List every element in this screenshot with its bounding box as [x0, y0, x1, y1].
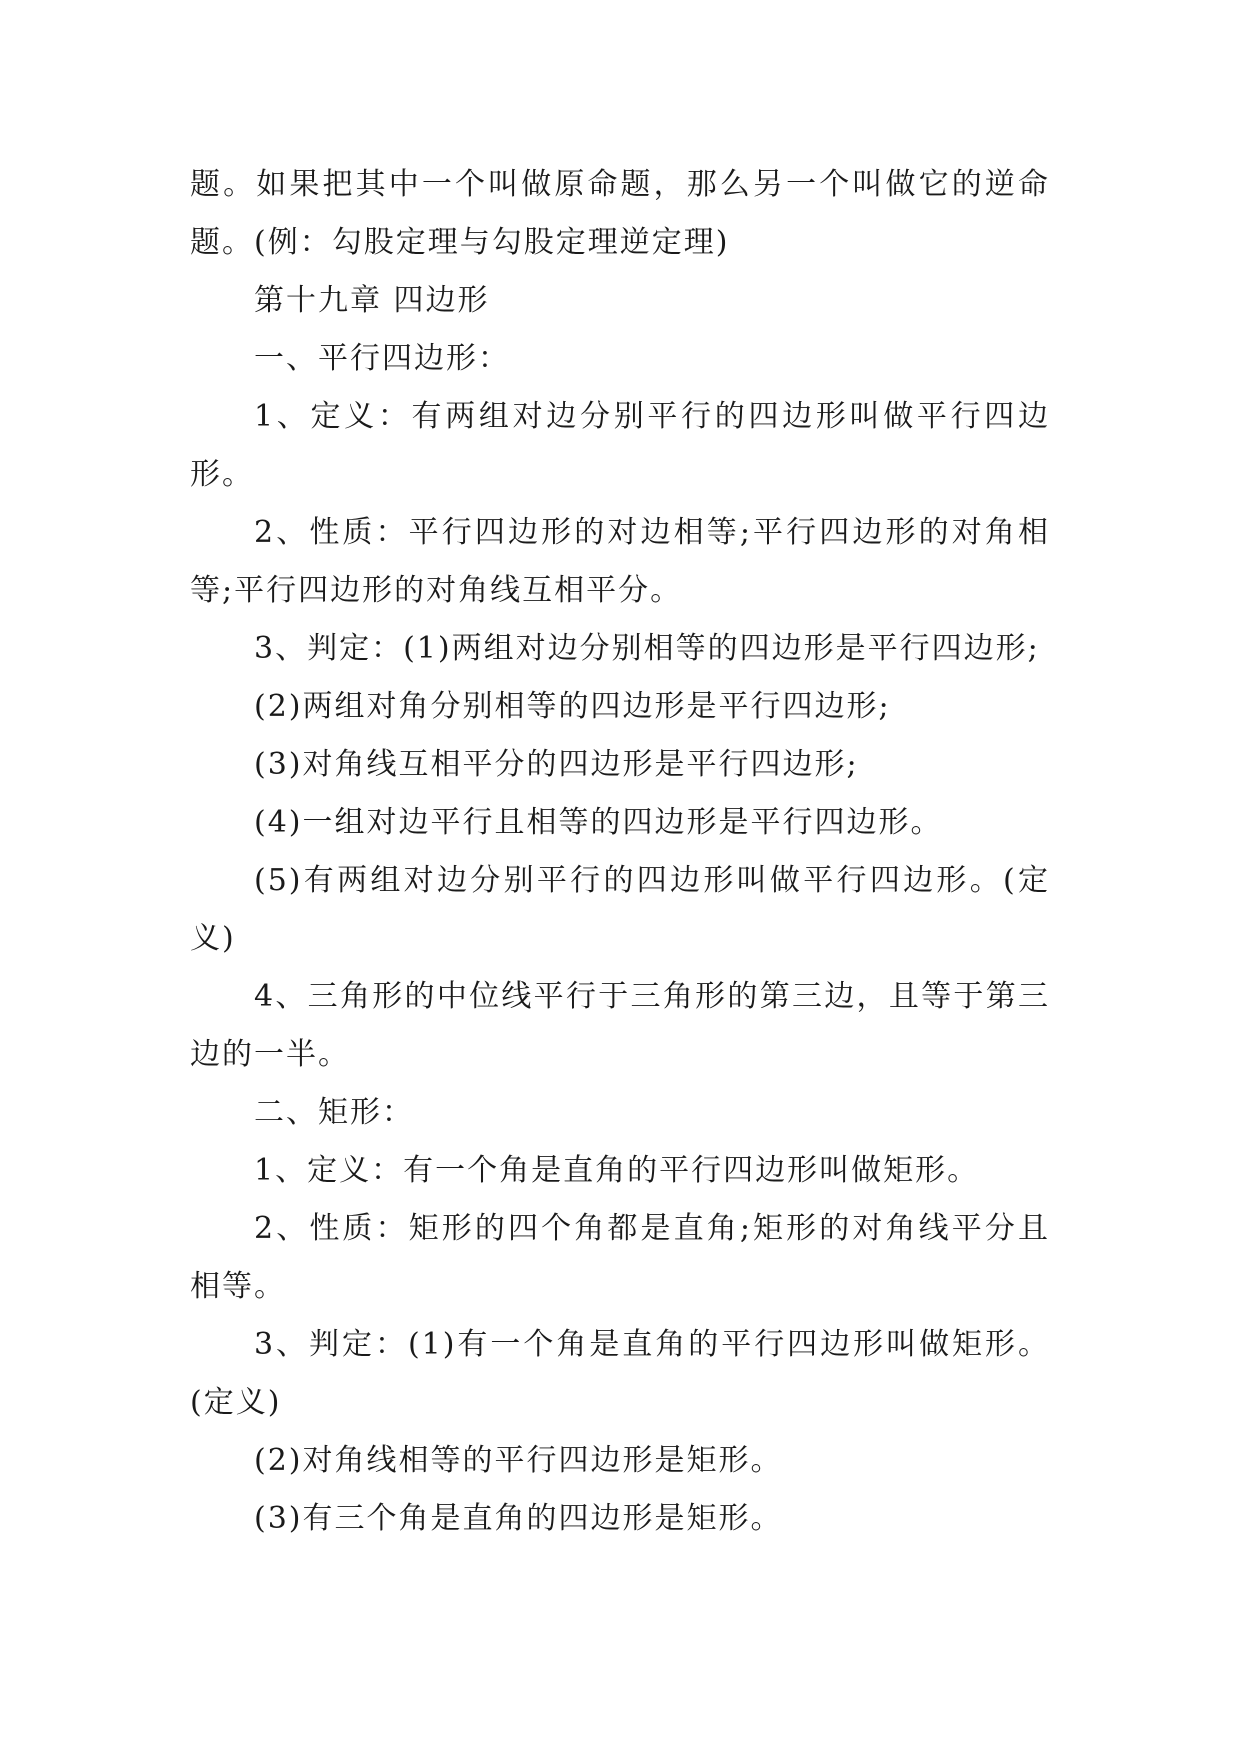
- paragraph-rect-definition: 1、定义：有一个角是直角的平行四边形叫做矩形。: [254, 1153, 980, 1188]
- section-heading-parallelogram: 一、平行四边形：: [254, 341, 510, 376]
- list-item: (5)有两组对边分别平行的四边形叫做平行四边形。(定义): [190, 863, 1050, 956]
- paragraph-criteria: 3、判定：(1)两组对边分别相等的四边形是平行四边形;: [254, 631, 1040, 666]
- list-item: (3)有三个角是直角的四边形是矩形。: [254, 1501, 783, 1536]
- paragraph-intro: 题。如果把其中一个叫做原命题，那么另一个叫做它的逆命题。(例：勾股定理与勾股定理逆定理): [190, 167, 1050, 260]
- paragraph-properties: 2、性质：平行四边形的对边相等;平行四边形的对角相等;平行四边形的对角线互相平分。: [190, 515, 1050, 608]
- paragraph-midline: 4、三角形的中位线平行于三角形的第三边，且等于第三边的一半。: [190, 979, 1050, 1072]
- paragraph-rect-criteria: 3、判定：(1)有一个角是直角的平行四边形叫做矩形。(定义): [190, 1327, 1050, 1420]
- document-body: [190, 156, 1050, 1548]
- section-heading-rectangle: 二、矩形：: [254, 1095, 414, 1130]
- chapter-heading: 第十九章 四边形: [254, 283, 490, 318]
- paragraph-rect-properties: 2、性质：矩形的四个角都是直角;矩形的对角线平分且相等。: [190, 1211, 1050, 1304]
- paragraph-definition: 1、定义：有两组对边分别平行的四边形叫做平行四边形。: [190, 399, 1050, 492]
- list-item: (4)一组对边平行且相等的四边形是平行四边形。: [254, 805, 943, 840]
- list-item: (2)两组对角分别相等的四边形是平行四边形;: [254, 689, 891, 724]
- list-item: (3)对角线互相平分的四边形是平行四边形;: [254, 747, 859, 782]
- list-item: (2)对角线相等的平行四边形是矩形。: [254, 1443, 783, 1478]
